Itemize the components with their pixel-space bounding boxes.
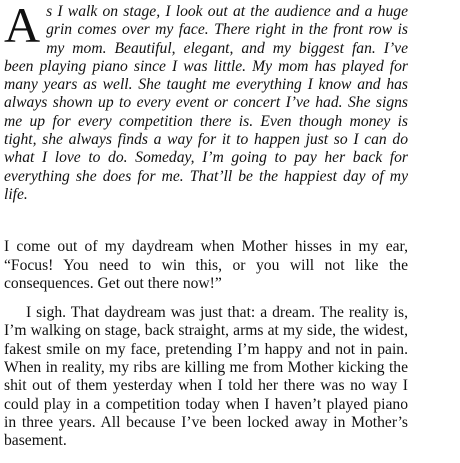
reality-paragraph: I sigh. That daydream was just that: a dream. The reality is, I’m walking on stage, back straight, arms at my side, the widest, fakest smile on my face, pretending I’m happy and not in pain. When in reality, my ribs are killing me from Mother kicking the shit out of them yesterday when I told her there was no way I could play in a competition today when I haven’t played piano in three years. All because I’ve been locked away in Mother’s basement. <box>4 304 408 450</box>
daydream-paragraph <box>4 0 408 204</box>
mother-hiss-paragraph: I come out of my daydream when Mother hisses in my ear, “Focus! You need to win this, or you will not like the consequences. Get out there now!” <box>4 238 408 292</box>
drop-cap-letter: A <box>4 0 41 53</box>
daydream-text: s I walk on stage, I look out at the audience and a huge grin comes over my face. There right in the front row is my mom. Beautiful, elegant, and my biggest fan. I’ve been playing piano since I was little. My mom has played for many years as well. She taught me everything I know and has always shown up to every event or concert I’ve had. She signs me up for every competition there is. Even though money is tight, she always finds a way for it to happen just so I can do what I love to do. Someday, I’m going to pay her back for everything she does for me. That’ll be the happiest day of my life. <box>4 3 408 203</box>
book-page <box>4 0 408 451</box>
